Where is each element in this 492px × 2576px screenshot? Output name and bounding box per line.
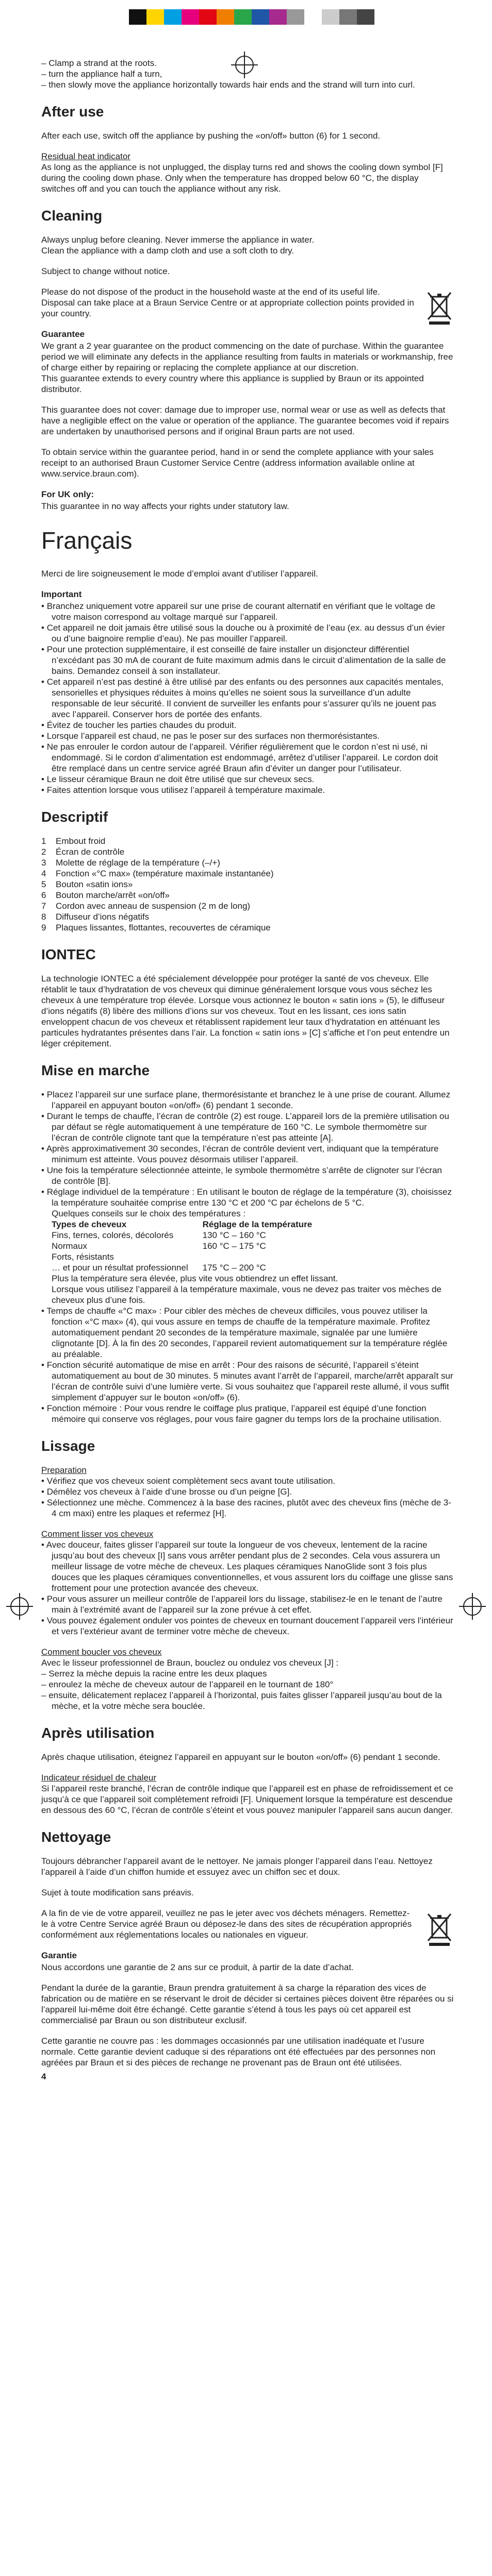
list-item: • Branchez uniquement votre appareil sur une prise de courant alternatif en vérifiant que le voltage de votre maison correspond au voltage marqué sur l’appareil. [41,601,454,622]
list-item: • Ne pas enrouler le cordon autour de l’appareil. Vérifier régulièrement que le cordon n’est ni usé, ni endommagé. Si le cordon d’alimentation est endommagé, arrêtez d’utiliser l’appareil. Le cordon doit être remplacé dans un centre service agréé Braun afin d’éviter un danger pour l’utilisateur. [41,741,454,774]
section-title-nettoyage: Nettoyage [41,1829,111,1845]
crossed-bin-icon [425,1911,454,1947]
comment-list [41,1539,454,1637]
color-swatch [269,9,287,25]
list-item: • Avec douceur, faites glisser l’appareil sur toute la longueur de vos cheveux, lentement de la racine jusqu’au bout des cheveux [I] sans vous arrêter pendant plus de 2 secondes. Cela vous assurera un meilleur lissage de votre mèche de cheveux. Les plaques céramiques NanoGlide sont 3 fois plus douces que les plaques céramiques conventionnelles, et vous assurent lors du coiffage une glisse sans frottement pour une protection avancée des cheveux. [41,1539,454,1594]
table-row [52,1230,326,1241]
subsection-title-preparation: Preparation [41,1465,87,1475]
section-title-descriptif: Descriptif [41,809,108,825]
subsection-title-residual: Residual heat indicator [41,151,130,161]
section-title-iontec: IONTEC [41,946,96,962]
list-item: 3 Molette de réglage de la température (–/+) [41,858,220,868]
paragraph: To obtain service within the guarantee period, hand in or send the complete appliance with your sales receipt to an authorised Braun Customer Service Centre (address information available online at www.service.braun.com). [41,447,434,479]
mise-list-b [41,1306,454,1425]
temperature-table [52,1219,326,1273]
table-cell: Fins, ternes, colorés, décolorés [52,1230,174,1240]
paragraph: Si l’appareil reste branché, l’écran de contrôle indique que l’appareil est en phase de refroidissement et ce jusqu’à ce que l’appareil soit complètement refroidi [F]. Uniquement lorsque la température est descendue en dessous des 60 °C, l’écran de contrôle s’éteint et vous pouvez manipuler l’appareil sans aucun danger. [41,1784,453,1815]
list-item: 9 Plaques lissantes, flottantes, recouvertes de céramique [41,923,271,933]
list-item: • Évitez de toucher les parties chaudes du produit. [41,720,454,731]
paragraph: This guarantee does not cover: damage due to improper use, normal wear or use as well as defects that have a negligible effect on the value or operation of the appliance. The guarantee becomes void if repairs are undertaken by unauthorised persons and if original Braun parts are not used. [41,405,449,436]
table-cell: Normaux [52,1241,87,1251]
important-list [41,601,454,795]
section-title-apres: Après utilisation [41,1725,155,1741]
color-swatch [164,9,182,25]
list-item: • Durant le temps de chauffe, l’écran de contrôle (2) est rouge. L’appareil lors de la première utilisation ou par défaut se règle automatiquement à une température de 160 °C. Le symbole thermomètre sur l’écran de contrôle clignote tant que la température n’est pas atteinte [A]. [41,1111,454,1143]
paragraph: Toujours débrancher l’appareil avant de le nettoyer. Ne jamais plonger l’appareil dans l’eau. Nettoyez l’appareil à l’aide d’un chiffon humide et essuyez avec un chiffon sec et doux. [41,1856,433,1877]
table-header-cell: Réglage de la température [202,1219,313,1229]
list-item: • Pour une protection supplémentaire, il est conseillé de faire installer un disjoncteur différentiel n’excédant pas 30 mA de courant de fuite maximum admis dans le circuit d’alimentation de la salle de bains. Demandez conseil à son installateur. [41,644,454,676]
list-item: • Fonction sécurité automatique de mise en arrêt : Pour des raisons de sécurité, l’appareil s’éteint automatiquement au bout de 30 minutes. 5 minutes avant l’arrêt de l’appareil, marche/arrêt apparaît sur l’écran de contrôle suivi d’une lumière verte. Si vous souhaitez que l’appareil reste allumé, il vous suffit simplement d’appuyer sur le bouton «on/off» (6). [41,1360,454,1403]
list-item: • Sélectionnez une mèche. Commencez à la base des racines, plutôt avec des cheveux fins (mèche de 3-4 cm maxi) entre les plaques et refermez [H]. [41,1497,454,1519]
color-swatch [339,9,357,25]
paragraph: Avec le lisseur professionnel de Braun, bouclez ou ondulez vos cheveux [J] : [41,1658,339,1668]
paragraph: La technologie IONTEC a été spécialement développée pour protéger la santé de vos cheveux. Elle rétablit le taux d’hydratation de vos cheveux qui diminue généralement lorsque vous vous séchez les cheveux à une température trop élevée. Lorsque vous actionnez le bouton « satin ions » (5), le diffuseur d’ions négatifs (8) libère des millions d’ions sur vos cheveux. Tout en les lissant, ces ions satin enveloppent chacun de vos cheveux et rétablissent rapidement leur taux d’hydratation en atténuant les particules hydratantes présentes dans l’air. La fonction « satin ions » [C] s’affiche et l’on peut entendre un léger crépitement. [41,974,450,1048]
section-title-mise-en-marche: Mise en marche [41,1062,150,1078]
registration-mark-right [463,1597,482,1616]
disposal-block [41,286,454,329]
subsection-title-boucler: Comment boucler vos cheveux [41,1647,162,1657]
list-item: – ensuite, délicatement replacez l’appareil à l’horizontal, puis faites glisser l’appareil jusqu’au bout de la mèche, et la votre mèche sera bouclée. [41,1690,454,1711]
section-title-guarantee: Guarantee [41,329,85,339]
paragraph: Après chaque utilisation, éteignez l’appareil en appuyant sur le bouton «on/off» (6) pendant 1 seconde. [41,1752,440,1762]
color-swatch [199,9,217,25]
color-swatch [304,9,322,25]
color-swatch [234,9,252,25]
paragraph: Subject to change without notice. [41,266,170,276]
uk-title: For UK only: [41,489,94,499]
table-cell [203,1251,327,1262]
list-item: • Temps de chauffe «°C max» : Pour cibler des mèches de cheveux difficiles, vous pouvez utiliser la fonction «°C max» (4), qui vous assure en temps de chauffe de la température maximale. Profitez automatiquement pendant 20 secondes de la température maximale, signalée par une lumière clignotante [D]. À la fin des 20 secondes, l’appareil revient automatiquement sur la température réglée au préalable. [41,1306,454,1360]
document-body [41,58,454,2092]
crossed-bin-icon [425,290,454,326]
color-swatch [182,9,199,25]
paragraph: Sujet à toute modification sans préavis. [41,1888,194,1897]
subsection-title-indicateur: Indicateur résiduel de chaleur [41,1773,157,1783]
list-item: • Cet appareil n’est pas destiné à être utilisé par des enfants ou des personnes aux capacités mentales, sensorielles et physiques réduites à moins qu’elles ne soient sous la surveillance d’un adulte responsable de leur sécurité. Il convient de surveiller les enfants pour s’assurer qu’ils ne jouent pas avec l’appareil. Conserver hors de portée des enfants. [41,676,454,720]
color-swatch [287,9,304,25]
list-item: • Réglage individuel de la température : En utilisant le bouton de réglage de la température (3), choisissez la température souhaitée comprise entre 130 °C et 200 °C par échelons de 5 °C. [41,1187,454,1208]
list-item: 1 Embout froid [41,836,106,846]
table-cell: 130 °C – 160 °C [202,1230,266,1240]
table-row [52,1241,326,1251]
list-item: 6 Bouton marche/arrêt «on/off» [41,890,170,900]
section-title-cleaning: Cleaning [41,208,103,224]
paragraph: Nous accordons une garantie de 2 ans sur ce produit, à partir de la date d’achat. [41,1962,354,1972]
list-item: – Serrez la mèche depuis la racine entre les deux plaques [41,1668,454,1679]
list-item: – turn the appliance half a turn, [41,69,454,79]
paragraph: Cette garantie ne couvre pas : les dommages occasionnés par une utilisation inadéquate et l’usure normale. Cette garantie devient caduque si des réparations ont été effectuées par des personnes non agréées par Braun et si des pièces de rechange ne provenant pas de Braun ont été utilisées. [41,2036,436,2067]
list-item: • Cet appareil ne doit jamais être utilisé sous la douche ou à proximité de l’eau (ex. au dessus d’un évier ou d’une baignoire remplie d’eau). Ne pas mouiller l’appareil. [41,622,454,644]
parts-list [41,836,454,933]
list-item: 7 Cordon avec anneau de suspension (2 m de long) [41,901,251,911]
paragraph: Always unplug before cleaning. Never immerse the appliance in water. [41,235,315,245]
paragraph: Merci de lire soigneusement le mode d’emploi avant d’utiliser l’appareil. [41,569,318,579]
paragraph: This guarantee in no way affects your rights under statutory law. [41,501,289,511]
table-header-cell: Types de cheveux [52,1219,127,1229]
paragraph: Quelques conseils sur le choix des températures : [52,1209,246,1218]
table-row [52,1251,326,1262]
paragraph: This guarantee extends to every country where this appliance is supplied by Braun or its appointed distributor. [41,374,424,394]
list-item: 2 Écran de contrôle [41,847,125,857]
table-row [52,1262,326,1273]
list-item: – Clamp a strand at the roots. [41,58,454,69]
list-item: • Après approximativement 30 secondes, l’écran de contrôle devient vert, indiquant que la température minimum est atteinte. Vous pouvez désormais utiliser l’appareil. [41,1143,454,1165]
paragraph: After each use, switch off the appliance by pushing the «on/off» button (6) for 1 second. [41,131,381,141]
list-item: • Faites attention lorsque vous utilisez l’appareil à température maximale. [41,785,454,795]
list-item: 4 Fonction «°C max» (température maximale instantanée) [41,869,274,878]
color-swatch [129,9,146,25]
color-swatch [357,9,374,25]
paragraph: Plus la température sera élevée, plus vite vous obtiendrez un effet lissant. [52,1274,338,1283]
table-header [52,1219,326,1230]
table-cell: Forts, résistants [52,1252,114,1262]
list-item: • Vérifiez que vos cheveux soient complètement secs avant toute utilisation. [41,1476,454,1486]
list-item: 5 Bouton «satin ions» [41,879,133,889]
list-item: • Le lisseur céramique Braun ne doit être utilisé que sur cheveux secs. [41,774,454,785]
paragraph: As long as the appliance is not unplugged, the display turns red and shows the cooling down symbol [F] during the cooling down phase. Only when the temperature has dropped below 60 °C, the display switches off and you can touch the appliance without any risk. [41,162,443,194]
registration-mark-left [10,1597,29,1616]
prep-list [41,1476,454,1519]
paragraph: We grant a 2 year guarantee on the product commencing on the date of purchase. Within the guarantee period we will eliminate any defects in the appliance resulting from faults in materials or workmanship, free of charge either by repairing or replacing the complete appliance at our discretion. [41,341,453,372]
paragraph: Lorsque vous utilisez l’appareil à la température maximale, vous ne devez pas traiter vos mèches de cheveux plus d’une fois. [52,1284,441,1305]
list-item: – then slowly move the appliance horizontally towards hair ends and the strand will turn into curl. [41,79,454,90]
paragraph: Please do not dispose of the product in the household waste at the end of its useful life. Disposal can take place at a Braun Service Centre or at appropriate collection points provided in your country. [41,287,414,318]
list-item: • Lorsque l’appareil est chaud, ne pas le poser sur des surfaces non thermorésistantes. [41,731,454,741]
table-cell: 175 °C – 200 °C [202,1263,266,1273]
section-title-garantie: Garantie [41,1951,77,1960]
boucler-list [41,1668,454,1711]
list-item: • Placez l’appareil sur une surface plane, thermorésistante et branchez le à une prise de courant. Allumez l’appareil en appuyant bouton «on/off» (6) pendant 1 seconde. [41,1089,454,1111]
section-title-important: Important [41,589,82,599]
list-item: • Pour vous assurer un meilleur contrôle de l’appareil lors du lissage, stabilisez-le en le tenant de l’autre main à l’extrémité avant de l’appareil sur la zone prévue à cet effet. [41,1594,454,1615]
list-item: 8 Diffuseur d’ions négatifs [41,912,150,922]
color-swatch [252,9,269,25]
subsection-title-comment-lisser: Comment lisser vos cheveux [41,1529,154,1539]
list-item: • Vous pouvez également onduler vos pointes de cheveux en tournant doucement l’appareil vers l’intérieur et vers l’extérieur avant de terminer votre mèche de cheveux. [41,1615,454,1637]
color-swatch [146,9,164,25]
list-item: • Démêlez vos cheveux à l’aide d’une brosse ou d’un peigne [G]. [41,1486,454,1497]
list-item: – enroulez la mèche de cheveux autour de l’appareil en le tournant de 180° [41,1679,454,1690]
paragraph: Pendant la durée de la garantie, Braun prendra gratuitement à sa charge la réparation des vices de fabrication ou de matière en se réservant le droit de décider si certaines pièces doivent être réparées ou si l’appareil lui-même doit être échangé. Cette garantie s’étend à tous les pays où cet appareil est commercialisé par Braun ou son distributeur exclusif. [41,1983,454,2025]
language-title-french: Français [41,527,133,554]
page-number: 4 [41,2072,46,2081]
section-title-lissage: Lissage [41,1438,95,1454]
printer-color-bar [129,9,374,25]
curl-steps-list [41,58,454,90]
mise-list-a [41,1089,454,1208]
list-item: • Une fois la température sélectionnée atteinte, le symbole thermomètre s’arrête de clignoter sur l’écran de contrôle [B]. [41,1165,454,1187]
color-swatch [322,9,339,25]
recycle-block [41,1908,454,1950]
paragraph: Clean the appliance with a damp cloth and use a soft cloth to dry. [41,246,294,256]
color-swatch [217,9,234,25]
table-cell: 160 °C – 175 °C [202,1241,266,1251]
paragraph: A la fin de vie de votre appareil, veuillez ne pas le jeter avec vos déchets ménagers. Remettez-le à votre Centre Service agréé Braun ou déposez-le dans des sites de récupération appropriés conformément aux réglementations locales ou nationales en vigueur. [41,1908,412,1940]
section-title-after-use: After use [41,104,104,120]
table-cell: … et pour un résultat professionnel [52,1263,188,1273]
list-item: • Fonction mémoire : Pour vous rendre le coiffage plus pratique, l’appareil est équipé d’une fonction mémoire qui conserve vos réglages, pour vous faire gagner du temps lors de la prochaine utilisation. [41,1403,454,1425]
